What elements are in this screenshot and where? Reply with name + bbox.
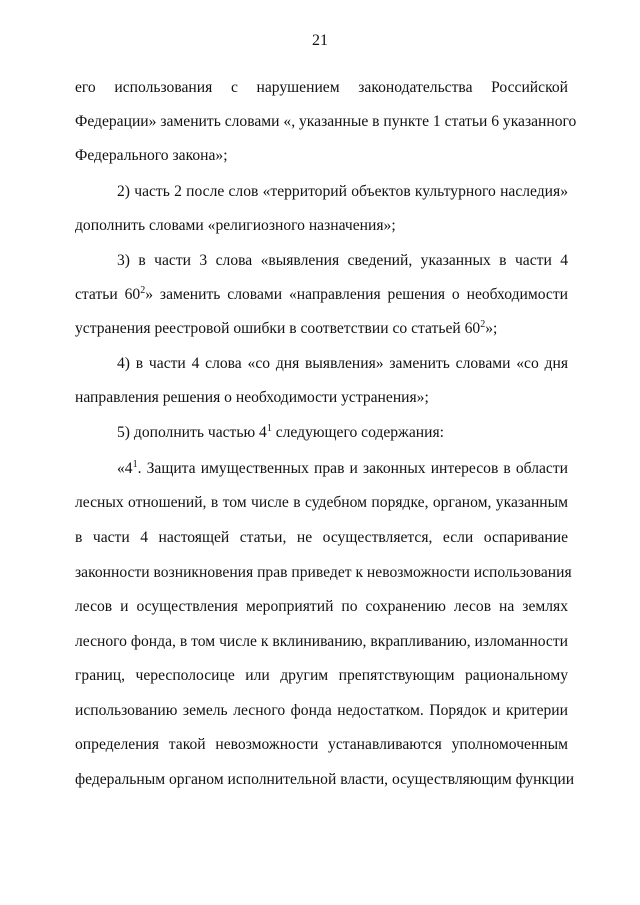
text-line: использованию земель лесного фонда недостатком. Порядок и критерии: [75, 702, 568, 719]
text-segment: . Защита имущественных прав и законных интересов в области: [137, 460, 568, 477]
text-segment: »;: [485, 320, 498, 337]
text-segment: » заменить словами «направления решения о необходимости: [145, 286, 568, 303]
text-line: определения такой невозможности устанавливаются уполномоченным: [75, 736, 568, 753]
text-segment: статьи 60: [75, 286, 141, 303]
text-line: его использования с нарушением законодательства Российской: [75, 79, 568, 96]
text-line: законности возникновения прав приведет к невозможности использования: [75, 564, 572, 581]
text-line: [117, 423, 568, 443]
text-line: лесных отношений, в том числе в судебном порядке, органом, указанным: [75, 494, 568, 511]
text-line: Федерации» заменить словами «, указанные в пункте 1 статьи 6 указанного: [75, 113, 577, 130]
text-line: Федерального закона»;: [75, 147, 228, 164]
text-line: лесов и осуществления мероприятий по сохранению лесов на землях: [75, 598, 568, 615]
text-line: федеральным органом исполнительной власти, осуществляющим функции: [75, 771, 575, 788]
superscript: 1: [132, 459, 138, 470]
text-line: направления решения о необходимости устранения»;: [75, 389, 429, 406]
text-segment: устранения реестровой ошибки в соответствии со статьей 60: [75, 320, 481, 337]
text-line: в части 4 настоящей статьи, не осуществляется, если оспаривание: [75, 529, 568, 546]
text-line: границ, чересполосице или другим препятствующим рациональному: [75, 667, 568, 684]
text-line: [75, 285, 568, 305]
text-segment: следующего содержания:: [271, 424, 444, 441]
text-line: [75, 319, 568, 339]
text-line: 3) в части 3 слова «выявления сведений, указанных в части 4: [117, 252, 568, 269]
text-line: 2) часть 2 после слов «территорий объектов культурного наследия»: [117, 183, 568, 200]
text-line: 4) в части 4 слова «со дня выявления» заменить словами «со дня: [117, 355, 568, 372]
text-line: [117, 459, 568, 479]
superscript: 2: [480, 319, 486, 330]
text-segment: «4: [117, 460, 133, 477]
text-line: лесного фонда, в том числе к вклиниванию, вкрапливанию, изломанности: [75, 633, 568, 650]
superscript: 2: [140, 285, 146, 296]
text-line: дополнить словами «религиозного назначения»;: [75, 217, 396, 234]
page-number: 21: [312, 32, 328, 49]
superscript: 1: [266, 423, 272, 434]
text-segment: 5) дополнить частью 4: [117, 424, 267, 441]
